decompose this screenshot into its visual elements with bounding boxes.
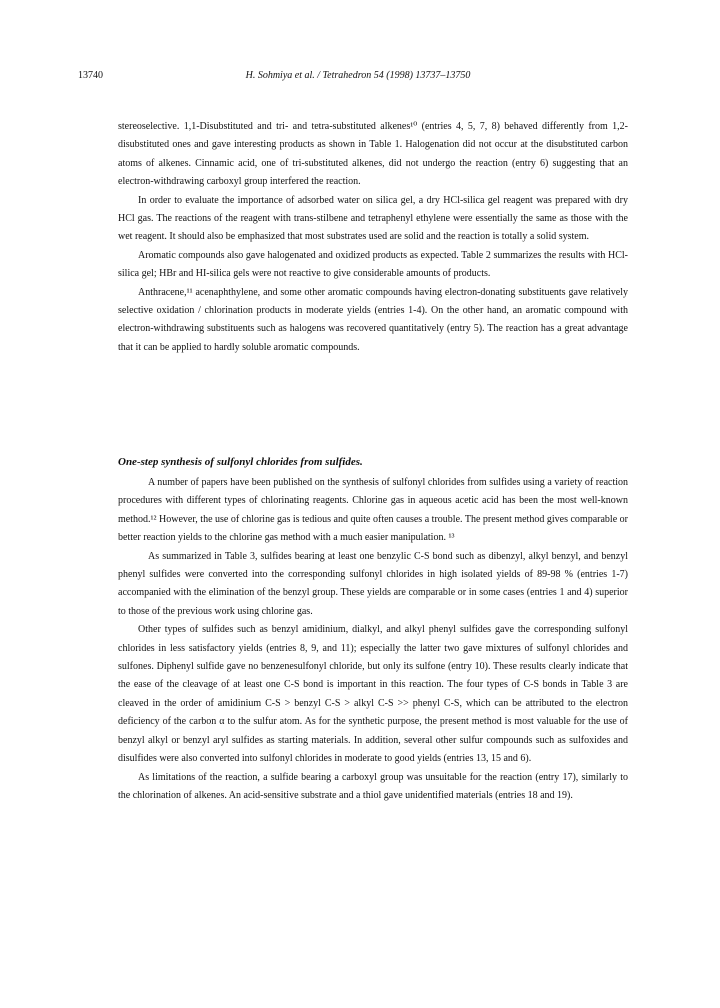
journal-reference: H. Sohmiya et al. / Tetrahedron 54 (1998) 13737–13750 bbox=[245, 70, 471, 81]
paragraph: Aromatic compounds also gave halogenated and oxidized products as expected. Table 2 summarizes the results with HCl-silica gel; HBr and HI-silica gels were not reactive to give considerable amounts of products. bbox=[118, 249, 628, 280]
section-heading: One-step synthesis of sulfonyl chlorides from sulfides. bbox=[118, 456, 363, 468]
paragraph: Anthracene,¹¹ acenaphthylene, and some other aromatic compounds having electron-donating substituents gave relatively selective oxidation / chlorination products in moderate yields (entries 1-4). On the other hand, an aromatic compound with electron-withdrawing substituents such as halogens was recovered quantitatively (entry 5). The reaction has a great advantage that it can be applied to hardly soluble aromatic compounds. bbox=[118, 286, 628, 353]
running-header bbox=[78, 70, 638, 84]
paragraph: A number of papers have been published on the synthesis of sulfonyl chlorides from sulfides using a variety of reaction procedures with different types of chlorinating reagents. Chlorine gas in aqueous acetic acid has been the most well-known method.¹² However, the use of chlorine gas is tedious and quite often causes a trouble. The present method gives comparable or better reaction yields to the chlorine gas method with a much easier manipulation. ¹³ bbox=[118, 477, 628, 544]
body-section-halogenation bbox=[118, 118, 628, 357]
paragraph: As limitations of the reaction, a sulfide bearing a carboxyl group was unsuitable for the reaction (entry 17), similarly to the chlorination of alkenes. An acid-sensitive substrate and a thiol gave unidentified materials (entries 18 and 19). bbox=[118, 771, 628, 801]
body-section-sulfonyl-chlorides bbox=[118, 474, 628, 805]
paragraph: As summarized in Table 3, sulfides bearing at least one benzylic C-S bond such as dibenzyl, alkyl benzyl, and benzyl phenyl sulfides were converted into the corresponding sulfonyl chlorides in high isolated yields of 89-98 % (entries 1-7) accompanied with the elimination of the benzyl group. These yields are comparable or in some cases (entries 1 and 4) superior to those of the previous work using chlorine gas. bbox=[118, 550, 628, 617]
paragraph: In order to evaluate the importance of adsorbed water on silica gel, a dry HCl-silica gel reagent was prepared with dry HCl gas. The reactions of the reagent with trans-stilbene and tetraphenyl ethylene were essentially the same as those with the wet reagent. It should also be emphasized that most substrates used are solid and the reaction is totally a solid system. bbox=[118, 194, 628, 243]
page-number: 13740 bbox=[78, 70, 103, 81]
paragraph: Other types of sulfides such as benzyl amidinium, dialkyl, and alkyl phenyl sulfides gave the corresponding sulfonyl chlorides in less satisfactory yields (entries 8, 9, and 11); especially the latter two gave mixtures of sulfonyl chlorides and sulfones. Diphenyl sulfide gave no benzenesulfonyl chloride, but only its sulfone (entry 10). These results clearly indicate that the ease of the cleavage of at least one C-S bond is important in this reaction. The four types of C-S bonds in Table 3 are cleaved in the order of amidinium C-S > benzyl C-S > alkyl C-S >> phenyl C-S, which can be attributed to the electron deficiency of the carbon α to the sulfur atom. As for the synthetic purpose, the present method is most valuable for the use of benzyl alkyl or benzyl aryl sulfides as starting materials. In addition, several other sulfur compounds such as sulfoxides and disulfides were also converted into sulfonyl chlorides in moderate to good yields (entries 13, 15 and 6). bbox=[118, 624, 628, 765]
paragraph: stereoselective. 1,1-Disubstituted and tri- and tetra-substituted alkenes¹⁰ (entries 4, 5, 7, 8) behaved differently from 1,2-disubstituted ones and gave interesting products as shown in Table 1. Halogenation did not occur at the disubstituted carbon atoms of alkenes. Cinnamic acid, one of tri-substituted alkenes, did not undergo the reaction (entry 6) suggesting that an electron-withdrawing carboxyl group interfered the reaction. bbox=[118, 121, 628, 188]
